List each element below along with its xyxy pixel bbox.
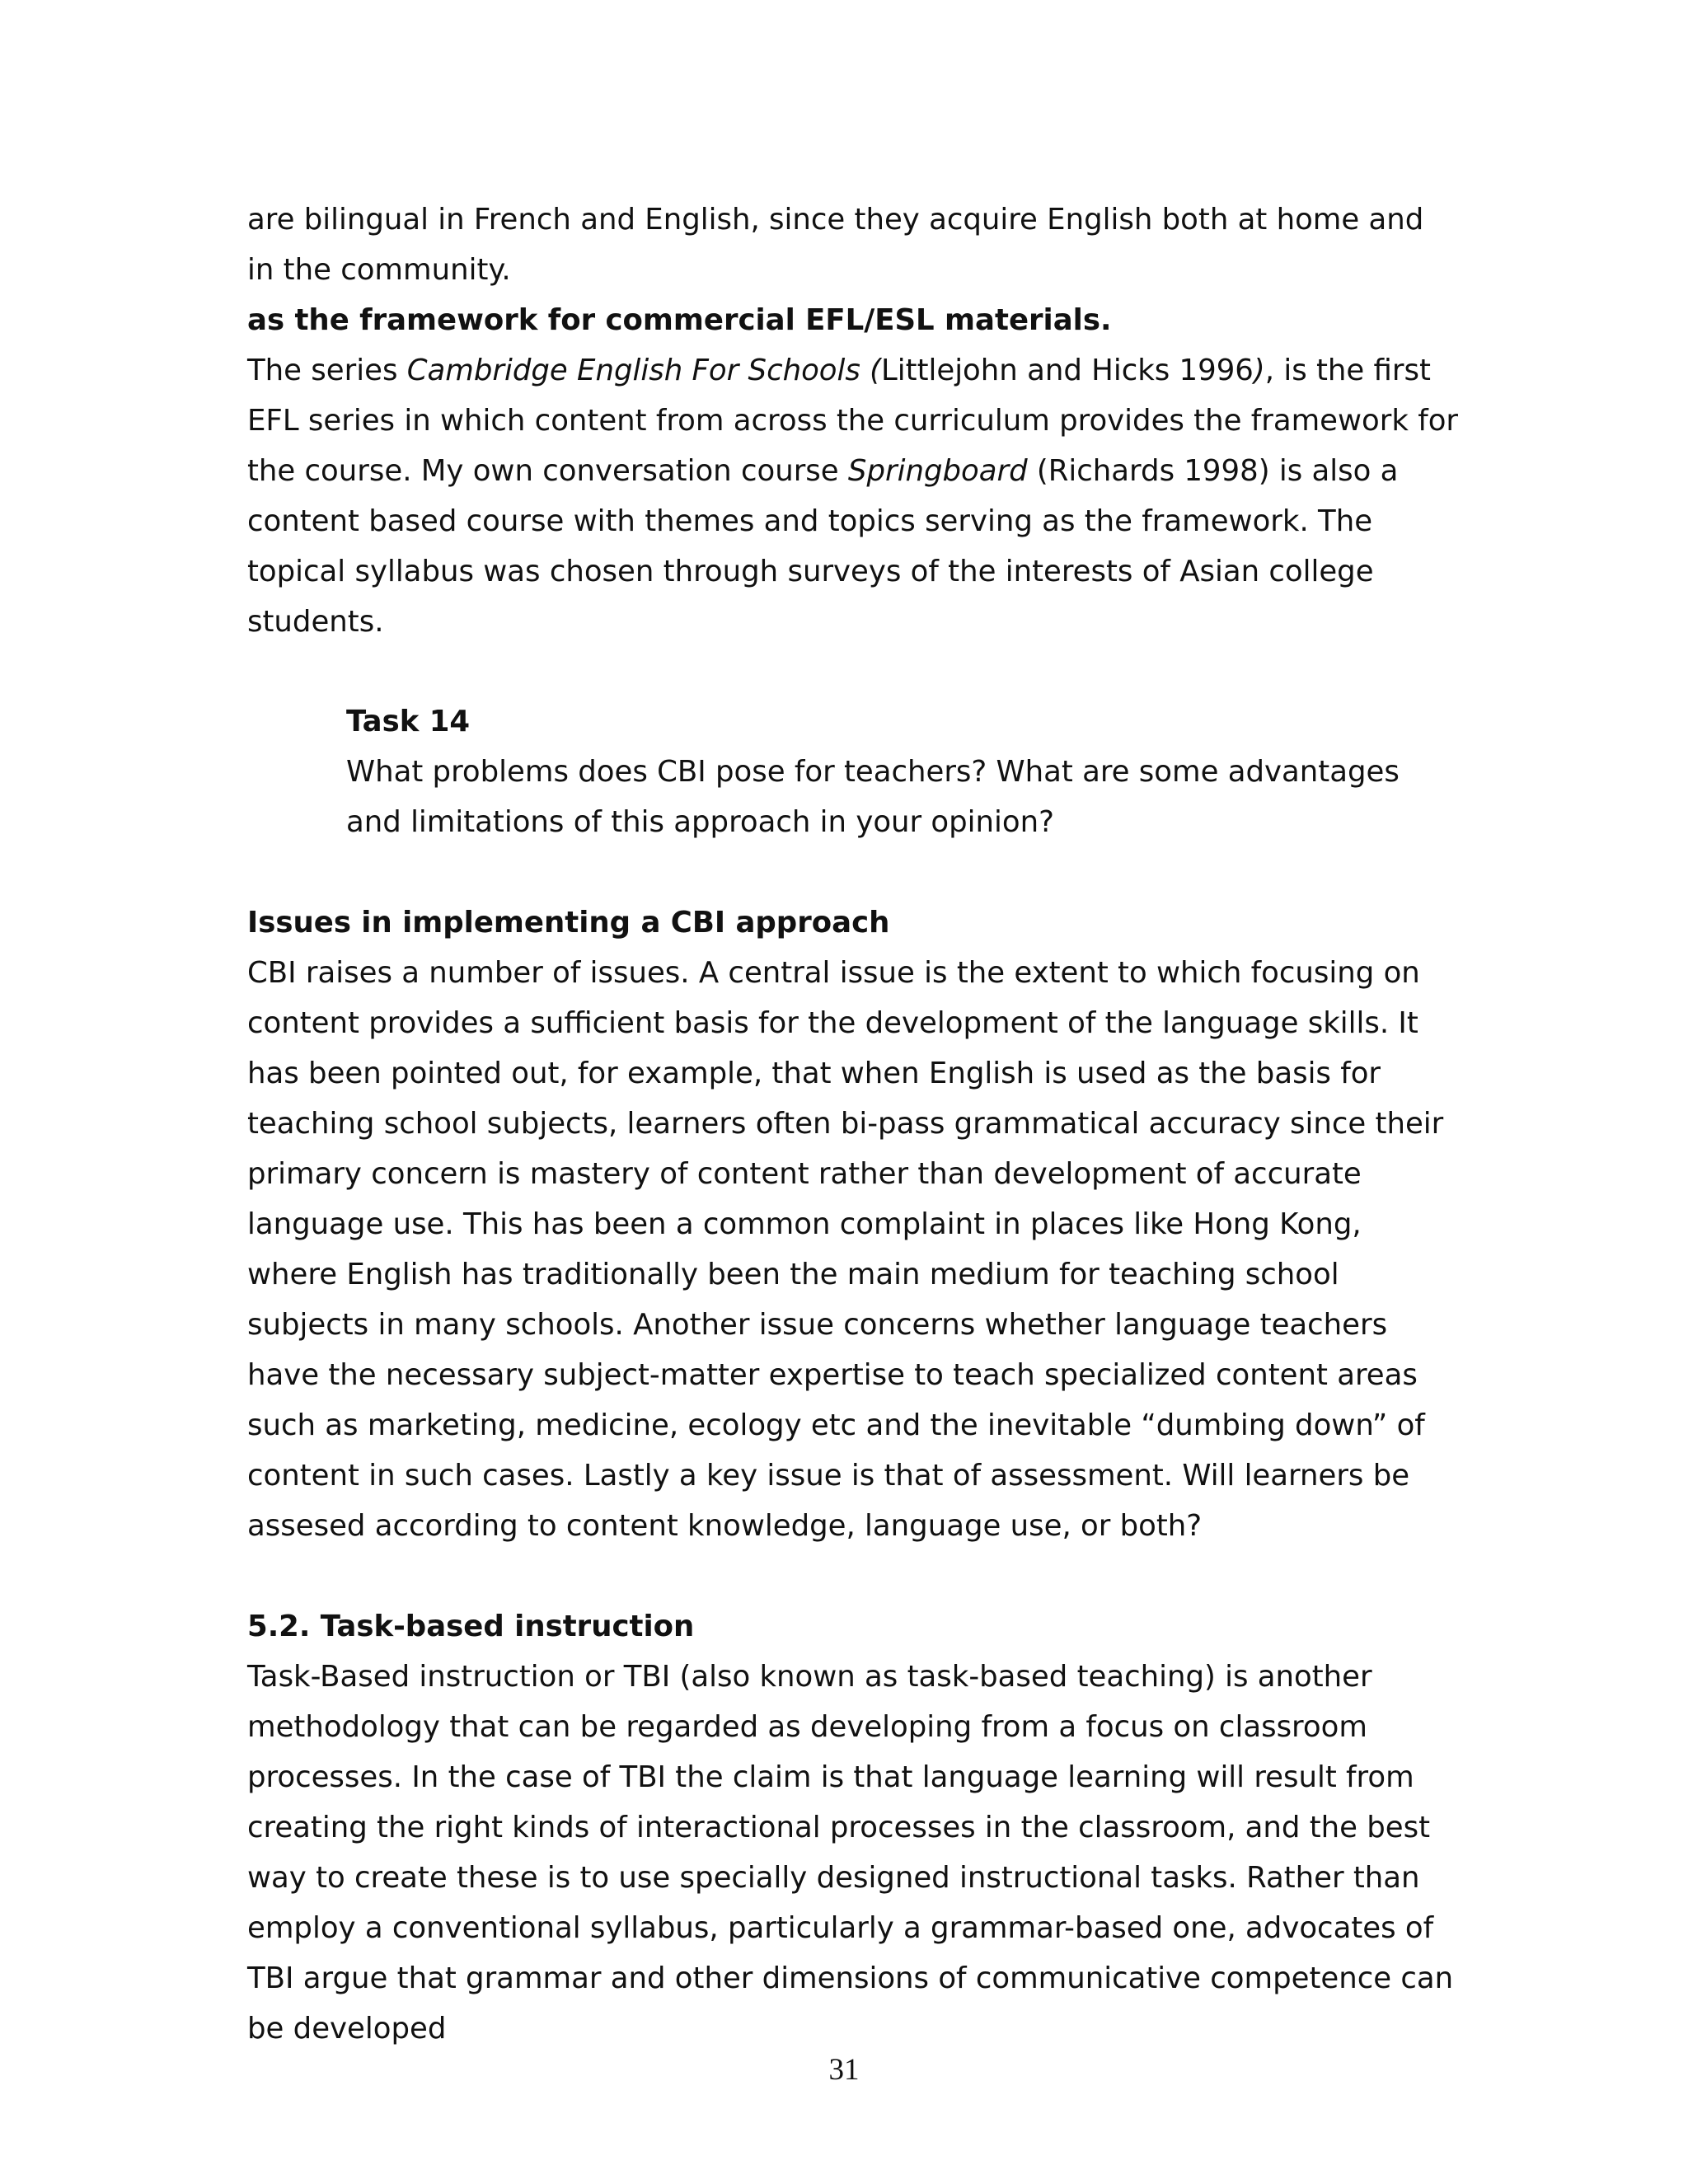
springboard-title-italic: Springboard — [847, 454, 1028, 488]
task-text: What problems does CBI pose for teachers? What are some advantages and limitations of this approach in your opinion? — [346, 755, 1400, 839]
cbi-issues-body: CBI raises a number of issues. A central issue is the extent to which focusing on content provides a sufficient basis for the development of the language skills. It has been pointed out, for example, that when English is used as the basis for teaching school subjects, learners often bi-pass grammatical accuracy since their primary concern is mastery of content rather than development of accurate language use. This has been a common complaint in places like Hong Kong, where English has traditionally been the main medium for teaching school subjects in many schools. Another issue concerns whether language teachers have the necessary subject-matter expertise to teach specialized content areas such as marketing, medicine, ecology etc and the inevitable “dumbing down” of content in such cases. Lastly a key issue is that of assessment. Will learners be assesed according to content knowledge, language use, or both? — [247, 956, 1444, 1543]
task-block — [346, 696, 1459, 847]
section-task-based-instruction — [247, 1601, 1459, 2054]
series-text-4: (Richards 1998) is also a content based course with themes and topics serving as the framework. The topical syllabus was chosen through surveys of the interests of Asian college students. — [247, 454, 1399, 639]
series-text-1: The series — [247, 354, 407, 387]
paragraph-bilingual: are bilingual in French and English, since they acquire English both at home and in the community. — [247, 203, 1424, 287]
series-paren-italic: ) — [1253, 354, 1265, 387]
tbi-body: Task-Based instruction or TBI (also known as task-based teaching) is another methodology that can be regarded as developing from a focus on classroom processes. In the case of TBI the claim is that language learning will result from creating the right kinds of interactional processes in the classroom, and the best way to create these is to use specially designed instructional tasks. Rather than employ a conventional syllabus, particularly a grammar-based one, advocates of TBI argue that grammar and other dimensions of communicative competence can be developed — [247, 1660, 1454, 2046]
task-title: Task 14 — [346, 705, 471, 738]
section-cbi-issues — [247, 898, 1459, 1551]
series-text-2: Littlejohn and Hicks 1996 — [881, 354, 1254, 387]
framework-heading: as the framework for commercial EFL/ESL materials. — [247, 303, 1112, 337]
page-content — [247, 194, 1459, 2054]
page-number: 31 — [828, 2053, 860, 2087]
paragraph-series — [247, 345, 1459, 647]
cbi-issues-heading: Issues in implementing a CBI approach — [247, 906, 890, 940]
tbi-heading: 5.2. Task-based instruction — [247, 1610, 695, 1643]
series-text-3: , is the first EFL series in which content from across the curriculum provides the framework for the course. My own conversation course — [247, 354, 1459, 488]
series-title-italic: Cambridge English For Schools ( — [406, 354, 882, 387]
